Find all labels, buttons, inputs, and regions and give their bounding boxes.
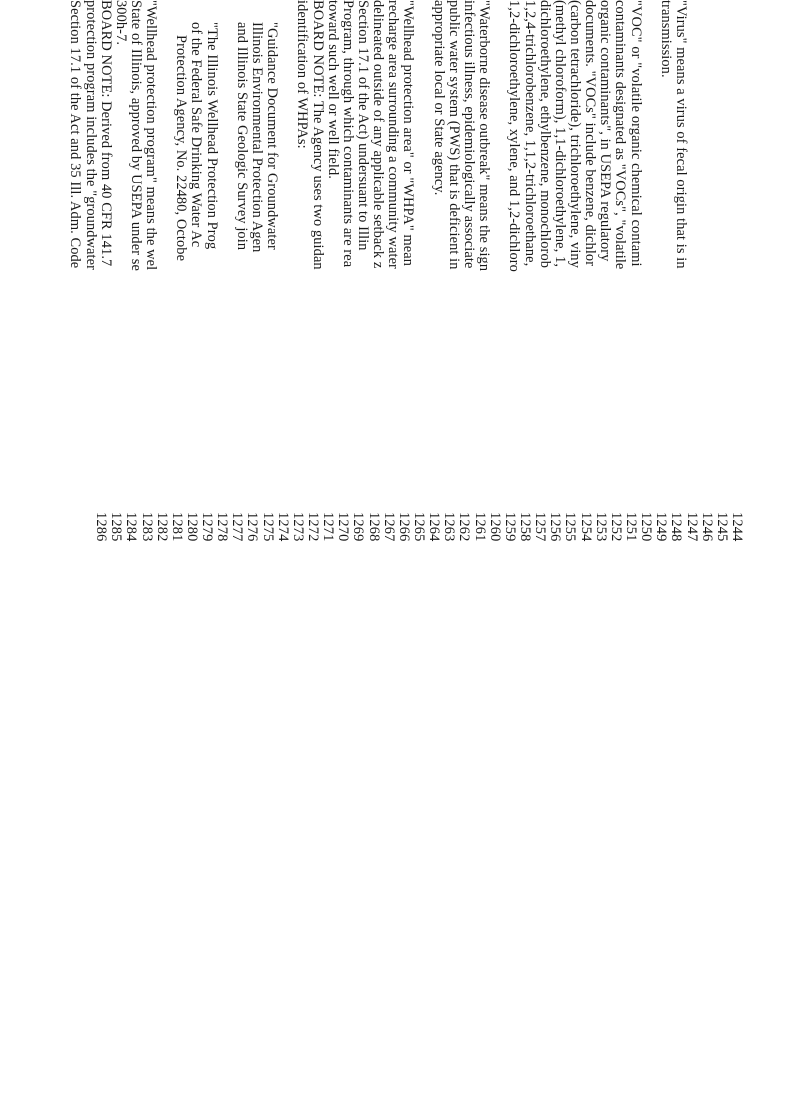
text-line — [415, 0, 430, 1100]
text-line: delineated outside of any applicable setback z — [370, 0, 387, 269]
text-line: 1,2-dichloroethylene, xylene, and 1,2-dichloro — [506, 0, 523, 272]
line-number: 1247 — [683, 512, 700, 542]
text-line: infectious illness, epidemiologically associate — [461, 0, 478, 269]
line-number: 1266 — [395, 512, 412, 542]
text-line: BOARD NOTE: Derived from 40 CFR 141.7 — [97, 0, 114, 267]
text-line: BOARD NOTE: The Agency uses two guidan — [309, 0, 326, 270]
text-line: (methyl chloroform), 1,1-dichloroethylene, 1, — [551, 0, 568, 268]
line-number: 1270 — [335, 512, 352, 542]
text-line: Section 17.1 of the Act and 35 Ill. Adm. Code — [67, 0, 84, 269]
line-number: 1285 — [108, 512, 125, 542]
line-number: 1258 — [517, 512, 534, 542]
line-number: 1268 — [365, 512, 382, 542]
text-line — [279, 0, 294, 1100]
line-number: 1263 — [441, 512, 458, 542]
text-line: dichloroethylene, ethylbenzene, monochlorob — [536, 0, 553, 269]
text-line: "Waterborne disease outbreak" means the sign — [476, 0, 493, 272]
line-number: 1264 — [426, 512, 443, 542]
text-line: protection program includes the "groundwater — [82, 0, 99, 271]
text-line: of the Federal Safe Drinking Water Ac — [188, 22, 205, 248]
line-number: 1284 — [123, 512, 140, 542]
line-number: 1274 — [274, 512, 291, 542]
text-line: organic contaminants", in USEPA regulatory — [597, 0, 614, 262]
text-line: documents. "VOCs" include benzene, dichlor — [582, 0, 599, 267]
line-number: 1257 — [532, 512, 549, 542]
line-number: 1252 — [607, 512, 624, 542]
line-number: 1278 — [214, 512, 231, 542]
text-line: toward such well or well field. — [324, 0, 341, 179]
line-number: 1254 — [577, 512, 594, 542]
line-number: 1273 — [289, 512, 306, 542]
line-number: 1251 — [623, 512, 640, 542]
text-line — [158, 0, 173, 1100]
line-number: 1280 — [183, 512, 200, 542]
line-number: 1279 — [199, 512, 216, 542]
text-line: "Wellhead protection area" or "WHPA" mean — [400, 0, 417, 267]
text-line: public water system (PWS) that is deficient in — [445, 0, 462, 270]
text-line: Illinois Environmental Protection Agen — [249, 22, 266, 253]
line-number: 1256 — [547, 512, 564, 542]
line-number: 1249 — [653, 512, 670, 542]
text-line: contaminants designated as "VOCs", "volatile — [612, 0, 629, 270]
line-number: 1244 — [729, 512, 745, 542]
text-line: 300h-7. — [112, 0, 129, 46]
text-line: State of Illinois, approved by USEPA under se — [127, 0, 144, 271]
line-number: 1277 — [229, 512, 246, 542]
line-number: 1265 — [411, 512, 428, 542]
line-number: 1281 — [168, 512, 185, 542]
line-number: 1253 — [592, 512, 609, 542]
text-line: transmission. — [657, 0, 674, 78]
line-number: 1259 — [501, 512, 518, 542]
line-number: 1248 — [668, 512, 685, 542]
line-number: 1283 — [138, 512, 155, 542]
line-number: 1260 — [486, 512, 503, 542]
document-body — [67, 0, 688, 1100]
line-number: 1269 — [350, 512, 367, 542]
text-line: recharge area surrounding a community water — [385, 0, 402, 269]
line-number: 1267 — [380, 512, 397, 542]
line-number: 1245 — [713, 512, 730, 542]
text-line — [643, 0, 658, 1100]
line-number: 1275 — [259, 512, 276, 542]
text-line: "Virus" means a virus of fecal origin that is in — [673, 0, 689, 269]
line-number: 1272 — [305, 512, 322, 542]
line-number: 1276 — [244, 512, 261, 542]
line-number: 1271 — [320, 512, 337, 542]
line-number: 1261 — [471, 512, 488, 542]
line-number: 1255 — [562, 512, 579, 542]
line-number: 1246 — [698, 512, 715, 542]
line-number: 1286 — [93, 512, 110, 542]
line-number: 1282 — [153, 512, 170, 542]
text-line — [219, 0, 234, 1100]
line-number: 1250 — [638, 512, 655, 542]
text-line: and Illinois State Geologic Survey join — [233, 22, 250, 251]
text-line: "Guidance Document for Groundwater — [264, 22, 281, 250]
text-line: (carbon tetrachloride), trichloroethylene, viny — [567, 0, 584, 269]
line-number: 1262 — [456, 512, 473, 542]
text-line — [491, 0, 506, 1100]
text-line: identification of WHPAs: — [294, 0, 311, 149]
text-line: Program, through which contaminants are rea — [339, 0, 356, 268]
text-line: Section 17.1 of the Act) undersuant to Illin — [355, 0, 372, 251]
text-line: Protection Agency, No. 22480, Octobe — [173, 35, 190, 262]
text-line: "Wellhead protection program" means the wel — [143, 0, 160, 271]
text-line: "The Illinois Wellhead Protection Prog — [203, 22, 220, 250]
text-line: appropriate local or State agency. — [430, 0, 447, 196]
text-line: 1,2,4-trichlorobenzene, 1,1,2-trichloroethane, — [521, 0, 538, 267]
text-line: "VOC" or "volatile organic chemical contami — [627, 0, 644, 267]
